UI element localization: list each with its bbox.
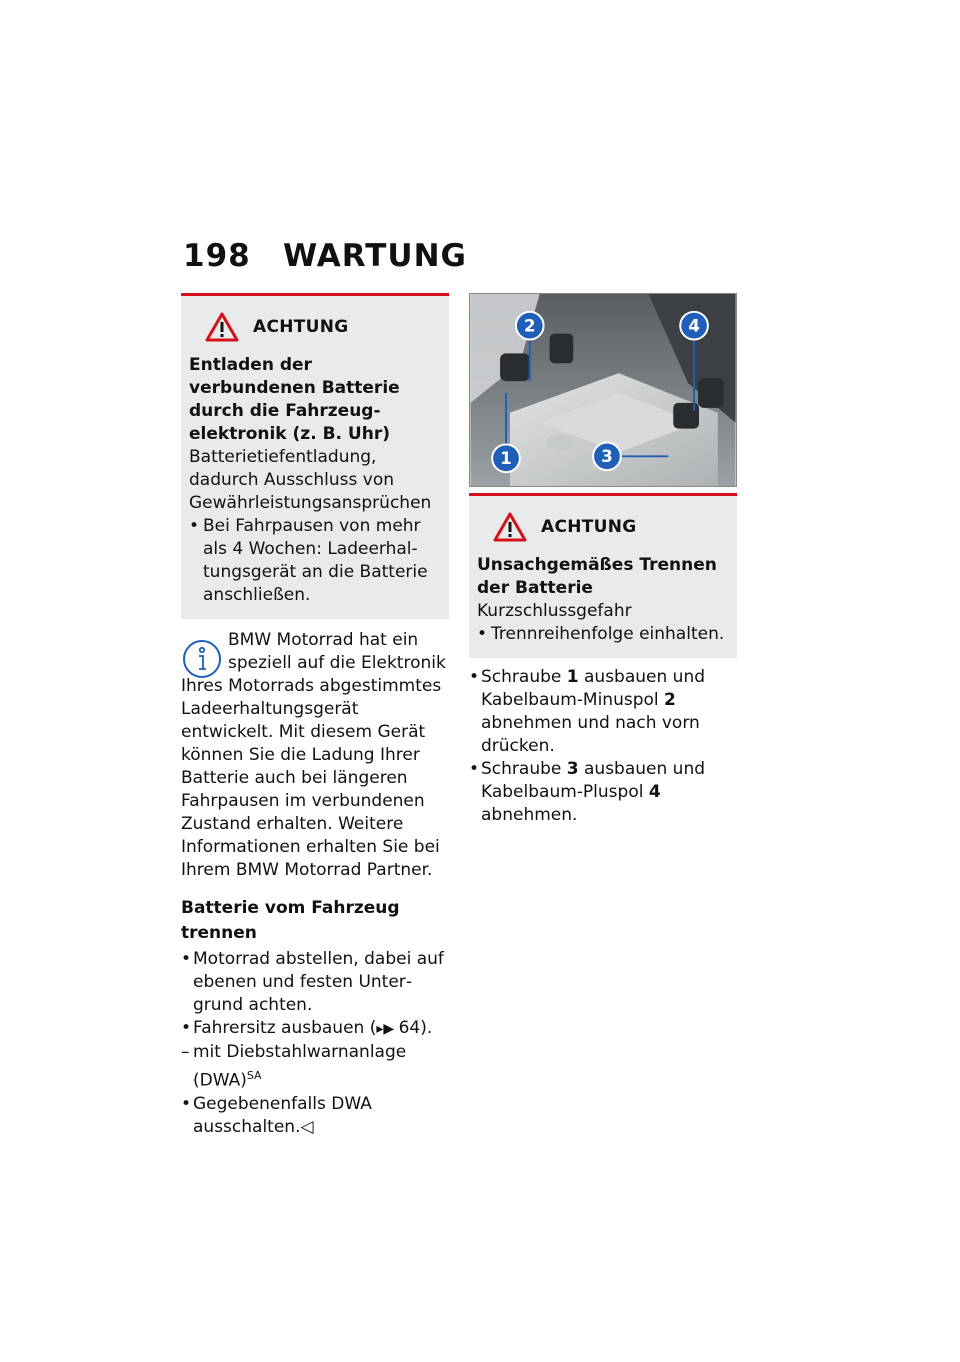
info-note <box>181 629 449 882</box>
left-column <box>181 293 449 1139</box>
warning-heading: Unsachgemäßes Trennen der Batterie <box>477 555 717 598</box>
page-number: 198 <box>183 238 251 274</box>
warning-bullet-text: Bei Fahrpausen von mehr als 4 Wochen: Ladeerhaltungsgerät an die Batterie anschließen. <box>203 516 428 605</box>
warning-bullet-text: Trennreihenfolge einhalten. <box>491 624 725 644</box>
warning-label: ACHTUNG <box>541 517 637 537</box>
procedure-list <box>469 666 737 827</box>
info-line-1: BMW Motorrad hat ein <box>228 630 419 650</box>
info-line-2: speziell auf die Elektronik <box>228 653 446 673</box>
info-icon <box>182 639 222 679</box>
info-body: Ihres Motorrads abgestimmtes Ladeerhaltungsgerät entwickelt. Mit diesem Gerät können Sie die Ladung Ihrer Batterie auch bei längeren Fahrpausen im verbundenen Zustand erhalten. Weitere Informationen erhalten Sie bei Ihrem BMW Motorrad Partner. <box>181 676 442 880</box>
list-item-condition: – mit Diebstahlwarnanlage (DWA)$^{SA}$ <box>181 1042 407 1091</box>
special-equipment-marker: SA <box>246 1069 262 1082</box>
callout-2: 2 <box>523 315 536 336</box>
warning-label: ACHTUNG <box>253 317 349 337</box>
page-header <box>183 238 467 274</box>
battery-terminals-figure <box>469 293 737 487</box>
warning-bullet: • Bei Fahrpausen von mehr als 4 Wochen: Ladeerhaltungsgerät an die Batterie anschließen. <box>189 515 441 607</box>
callout-4: 4 <box>688 315 700 336</box>
page-reference-link[interactable]: 64 <box>398 1018 421 1038</box>
warning-consequence: Batterietiefentladung, dadurch Ausschluss von Gewährleistungsansprüchen <box>189 447 432 513</box>
warning-triangle-icon <box>493 512 527 542</box>
end-of-section-icon: ◁ <box>300 1116 314 1137</box>
list-item: • Schraube 3 ausbauen und Kabelbaum-Pluspol 4 abnehmen. <box>469 759 706 825</box>
procedure-list <box>181 948 449 1139</box>
warning-box-battery-discharge <box>181 293 449 619</box>
callout-1: 1 <box>500 448 512 469</box>
page-ref-arrow-icon: ▸▶ <box>376 1021 399 1037</box>
warning-triangle-icon <box>205 312 239 342</box>
list-item: • Gegebenenfalls DWA ausschalten.◁ <box>181 1093 372 1137</box>
list-item: • Schraube 1 ausbauen und Kabelbaum-Minuspol 2 abnehmen und nach vorn drücken. <box>469 667 706 756</box>
warning-bullet: • Trennreihenfolge einhalten. <box>477 624 725 644</box>
warning-header <box>493 510 729 544</box>
list-item: • Fahrersitz ausbauen (▸▶ 64). <box>181 1018 433 1038</box>
callout-3: 3 <box>601 446 613 467</box>
section-title: Batterie vom Fahrzeug trennen <box>181 898 400 943</box>
warning-box-disconnect <box>469 493 737 658</box>
warning-header <box>205 310 441 344</box>
right-column <box>469 293 737 827</box>
warning-heading: Entladen der verbundenen Batterie durch die Fahrzeugelektronik (z. B. Uhr) <box>189 355 400 444</box>
list-item: • Motorrad abstellen, dabei auf ebenen und festen Untergrund achten. <box>181 949 444 1015</box>
chapter-title: WARTUNG <box>283 238 467 274</box>
warning-consequence: Kurzschlussgefahr <box>477 601 632 621</box>
